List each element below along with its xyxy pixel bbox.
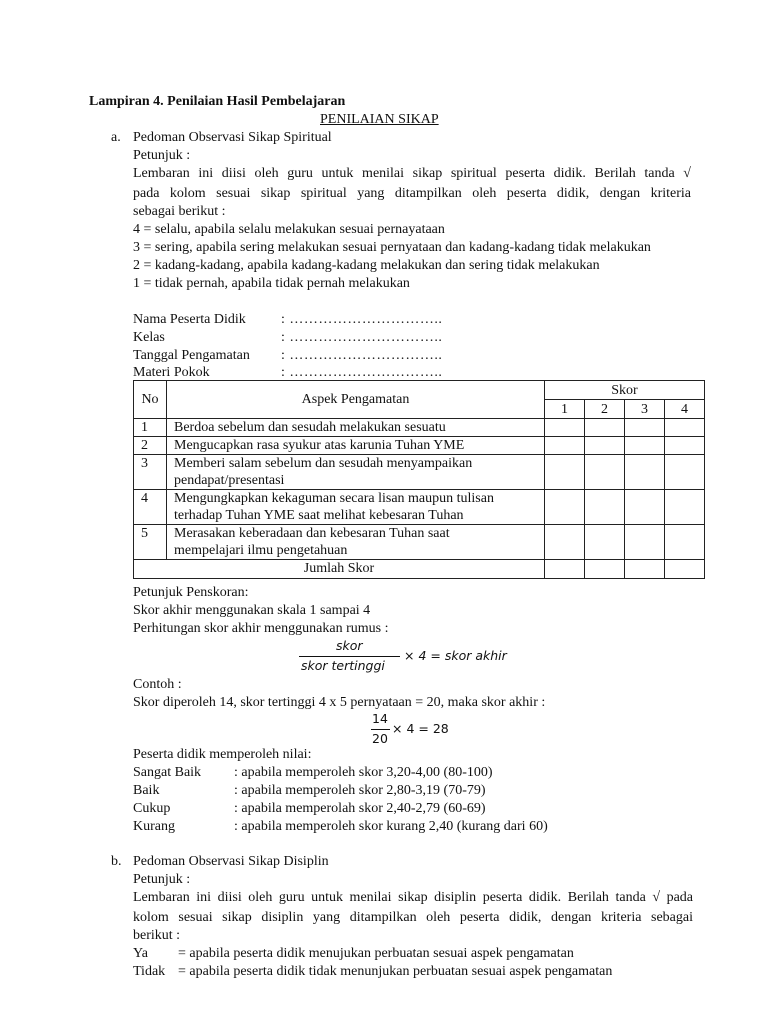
row-no: 2 (134, 437, 167, 455)
score-cell[interactable] (665, 455, 705, 490)
formula-denominator: skor tertinggi (301, 658, 385, 673)
criteria-item: 4 = selalu, apabila selalu melakukan sesuai pernayataan (133, 222, 445, 237)
field-label-tanggal: Tanggal Pengamatan (133, 348, 250, 363)
score-cell[interactable] (545, 437, 585, 455)
total-label: Jumlah Skor (134, 560, 545, 579)
row-aspek-line: terhadap Tuhan YME saat melihat kebesaran Tuhan (174, 508, 464, 523)
row-aspek (167, 525, 545, 560)
col-header-aspek: Aspek Pengamatan (167, 381, 545, 419)
table-row (134, 437, 705, 455)
field-label-kelas: Kelas (133, 330, 165, 345)
score-cell[interactable] (585, 525, 625, 560)
section-a-intro-line: pada kolom sesuai sikap spiritual yang ditampilkan oleh peserta didik, dengan kriteria (133, 186, 691, 201)
row-aspek-line: mempelajari ilmu pengetahuan (174, 543, 348, 558)
score-cell[interactable] (625, 419, 665, 437)
section-b-title: Pedoman Observasi Sikap Disiplin (133, 854, 329, 869)
row-aspek: Berdoa sebelum dan sesudah melakukan sesuatu (167, 419, 545, 437)
score-cell[interactable] (665, 437, 705, 455)
score-cell[interactable] (545, 455, 585, 490)
observation-table (133, 380, 705, 579)
section-b-intro-line: Lembaran ini diisi oleh guru untuk menilai sikap disiplin peserta didik. Berilah tanda √ pada (133, 890, 693, 905)
criteria-item: 3 = sering, apabila sering melakukan sesuai pernyataan dan kadang-kadang tidak melakukan (133, 240, 651, 255)
score-cell[interactable] (585, 419, 625, 437)
formula-numerator: skor (336, 638, 363, 653)
field-value-tanggal[interactable]: : ………………………….. (281, 348, 443, 363)
field-label-materi: Materi Pokok (133, 365, 210, 380)
section-a-intro-line: Lembaran ini diisi oleh guru untuk menilai sikap spiritual peserta didik. Berilah tanda √ (133, 166, 691, 181)
contoh-label: Contoh : (133, 677, 182, 692)
score-cell[interactable] (665, 525, 705, 560)
score-cell[interactable] (585, 455, 625, 490)
row-no: 3 (134, 455, 167, 490)
row-aspek-line: Mengungkapkan kekaguman secara lisan maupun tulisan (174, 491, 494, 506)
score-cell[interactable] (585, 490, 625, 525)
option-name: Tidak (133, 964, 166, 979)
grade-name: Cukup (133, 801, 171, 816)
field-value-materi[interactable]: : ………………………….. (281, 365, 443, 380)
score-cell[interactable] (625, 525, 665, 560)
score-cell[interactable] (665, 419, 705, 437)
section-b-marker: b. (111, 854, 122, 869)
grades-intro: Peserta didik memperoleh nilai: (133, 747, 312, 762)
skor-level-header: 3 (625, 400, 665, 419)
example-rest: × 4 = 28 (392, 721, 449, 736)
grade-name: Kurang (133, 819, 175, 834)
contoh-text: Skor diperoleh 14, skor tertinggi 4 x 5 pernyataan = 20, maka skor akhir : (133, 695, 546, 710)
grade-desc: : apabila memperoleh skor kurang 2,40 (kurang dari 60) (234, 819, 548, 834)
col-header-skor: Skor (545, 381, 705, 400)
option-desc: = apabila peserta didik menujukan perbuatan sesuai aspek pengamatan (178, 946, 574, 961)
table-row (134, 490, 705, 525)
appendix-heading: Lampiran 4. Penilaian Hasil Pembelajaran (89, 94, 346, 109)
row-no: 4 (134, 490, 167, 525)
skor-level-header: 1 (545, 400, 585, 419)
score-cell[interactable] (545, 490, 585, 525)
row-aspek-line: Memberi salam sebelum dan sesudah menyampaikan (174, 456, 473, 471)
criteria-item: 1 = tidak pernah, apabila tidak pernah melakukan (133, 276, 410, 291)
row-aspek: Mengucapkan rasa syukur atas karunia Tuhan YME (167, 437, 545, 455)
table-row (134, 419, 705, 437)
total-cell[interactable] (545, 560, 585, 579)
option-name: Ya (133, 946, 148, 961)
score-cell[interactable] (625, 437, 665, 455)
section-b-petunjuk-label: Petunjuk : (133, 872, 191, 887)
col-header-no: No (134, 381, 167, 419)
section-a-marker: a. (111, 130, 121, 145)
score-cell[interactable] (545, 525, 585, 560)
field-value-nama[interactable]: : ………………………….. (281, 312, 443, 327)
section-a-intro-line: sebagai berikut : (133, 204, 226, 219)
formula-rest: × 4 = skor akhir (404, 648, 507, 663)
table-row (134, 455, 705, 490)
criteria-item: 2 = kadang-kadang, apabila kadang-kadang melakukan dan sering tidak melakukan (133, 258, 600, 273)
total-cell[interactable] (585, 560, 625, 579)
page-title: PENILAIAN SIKAP (320, 112, 439, 127)
example-numerator: 14 (372, 711, 388, 726)
scoring-line: Skor akhir menggunakan skala 1 sampai 4 (133, 603, 371, 618)
example-denominator: 20 (372, 731, 388, 746)
grade-desc: : apabila memperolah skor 2,40-2,79 (60-69) (234, 801, 486, 816)
section-a-title: Pedoman Observasi Sikap Spiritual (133, 130, 332, 145)
row-no: 1 (134, 419, 167, 437)
row-aspek (167, 455, 545, 490)
grade-name: Sangat Baik (133, 765, 202, 780)
section-b-intro-line: berikut : (133, 928, 181, 943)
table-row (134, 525, 705, 560)
option-desc: = apabila peserta didik tidak menunjukan perbuatan sesuai aspek pengamatan (178, 964, 613, 979)
section-a-petunjuk-label: Petunjuk : (133, 148, 191, 163)
score-cell[interactable] (625, 490, 665, 525)
total-cell[interactable] (665, 560, 705, 579)
scoring-line: Perhitungan skor akhir menggunakan rumus : (133, 621, 389, 636)
section-b-intro-line: kolom sesuai sikap disiplin yang ditampilkan oleh peserta didik, dengan kriteria sebagai (133, 910, 693, 925)
skor-level-header: 4 (665, 400, 705, 419)
grade-desc: : apabila memperoleh skor 2,80-3,19 (70-79) (234, 783, 486, 798)
score-cell[interactable] (585, 437, 625, 455)
row-no: 5 (134, 525, 167, 560)
row-aspek-line: Merasakan keberadaan dan kebesaran Tuhan saat (174, 526, 450, 541)
grade-desc: : apabila memperoleh skor 3,20-4,00 (80-100) (234, 765, 493, 780)
total-row (134, 560, 705, 579)
total-cell[interactable] (625, 560, 665, 579)
field-value-kelas[interactable]: : ………………………….. (281, 330, 443, 345)
row-aspek (167, 490, 545, 525)
row-aspek-line: pendapat/presentasi (174, 473, 285, 488)
score-cell[interactable] (545, 419, 585, 437)
grade-name: Baik (133, 783, 160, 798)
score-cell[interactable] (665, 490, 705, 525)
score-cell[interactable] (625, 455, 665, 490)
scoring-title: Petunjuk Penskoran: (133, 585, 249, 600)
field-label-nama: Nama Peserta Didik (133, 312, 246, 327)
skor-level-header: 2 (585, 400, 625, 419)
